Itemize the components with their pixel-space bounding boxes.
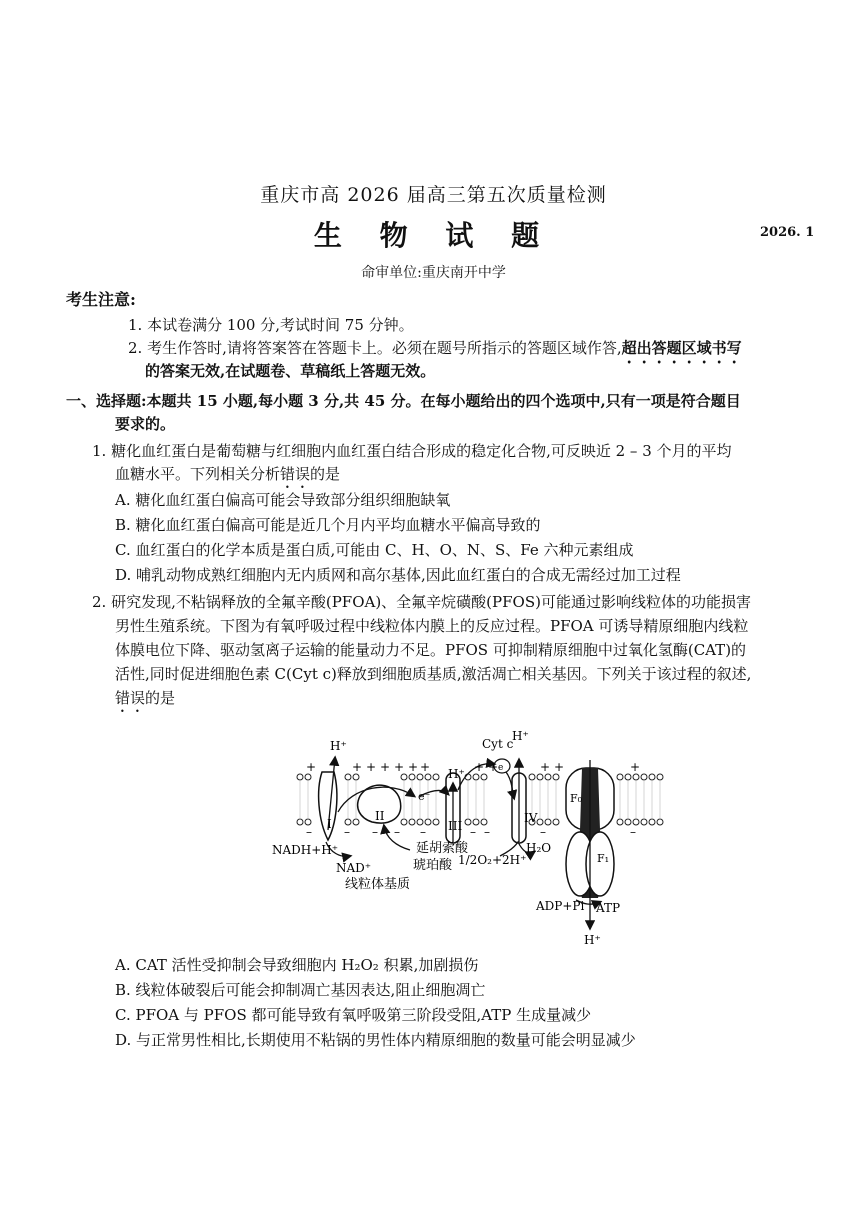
label-f0: F₀	[570, 792, 583, 805]
lipid-head	[345, 774, 351, 780]
label-water: H₂O	[526, 841, 552, 855]
exam-date: 2026. 1	[760, 225, 815, 240]
plus-charge: +	[488, 760, 499, 774]
label-h-1: H⁺	[330, 739, 347, 753]
lipid-head	[305, 774, 311, 780]
lipid-head	[353, 819, 359, 825]
label-oxygen: 1/2O₂+2H⁺	[458, 853, 527, 867]
section-heading-cont: 要求的。	[115, 415, 176, 433]
minus-charge: –	[484, 825, 490, 839]
lipid-head	[297, 774, 303, 780]
lipid-head	[297, 819, 303, 825]
lipid-head	[553, 774, 559, 780]
lipid-head	[625, 774, 631, 780]
lipid-head	[657, 819, 663, 825]
minus-charge: –	[394, 825, 400, 839]
lipid-head	[425, 774, 431, 780]
plus-charge: +	[394, 760, 405, 774]
label-complex-3: III	[448, 819, 463, 833]
lipid-head	[401, 819, 407, 825]
minus-charge: –	[344, 825, 350, 839]
label-complex-2: II	[375, 809, 385, 823]
plus-charge: +	[306, 760, 317, 774]
label-complex-1: I	[327, 817, 332, 831]
q1-option-b: B. 糖化血红蛋白偏高可能是近几个月内平均血糖水平偏高导致的	[115, 516, 541, 534]
q2-stem-3: 体膜电位下降、驱动氢离子运输的能量动力不足。PFOS 可抑制精原细胞中过氧化氢酶(CAT)的	[115, 641, 747, 659]
q2-option-b: B. 线粒体破裂后可能会抑制凋亡基因表达,阻止细胞凋亡	[115, 981, 486, 999]
lipid-head	[641, 819, 647, 825]
label-f1: F₁	[597, 852, 610, 865]
subject-title: 生 物 试 题	[313, 219, 554, 252]
label-nadh: NADH+H⁺	[272, 843, 339, 857]
plus-charge: +	[380, 760, 391, 774]
label-fumarate: 延胡索酸	[416, 841, 469, 856]
label-matrix: 线粒体基质	[345, 877, 411, 892]
label-complex-4: IV	[524, 811, 538, 825]
minus-charge: –	[372, 825, 378, 839]
notice-item-2-cont: 的答案无效,在试题卷、草稿纸上答题无效。	[145, 362, 436, 380]
lipid-head	[649, 774, 655, 780]
lipid-head	[633, 774, 639, 780]
q1-stem-end: 的是	[310, 465, 341, 483]
q2-option-c: C. PFOA 与 PFOS 都可能导致有氧呼吸第三阶段受阻,ATP 生成量减少	[115, 1006, 592, 1024]
label-h-2: H⁺	[448, 767, 465, 781]
label-h-3: H⁺	[512, 729, 529, 743]
plus-charge: +	[540, 760, 551, 774]
section-heading: 一、选择题:本题共 15 小题,每小题 3 分,共 45 分。在每小题给出的四个选项中,只有一项是符合题目	[66, 392, 741, 410]
minus-charge: –	[420, 825, 426, 839]
notice-item-2-emphasis: 超出答题区域书写	[621, 339, 742, 357]
plus-charge: +	[474, 760, 485, 774]
minus-charge: –	[470, 825, 476, 839]
minus-charge: –	[630, 825, 636, 839]
minus-charge: –	[306, 825, 312, 839]
q2-emphasis: 错误	[115, 689, 146, 707]
lipid-head	[409, 774, 415, 780]
label-h-4: H⁺	[584, 933, 601, 947]
lipid-head	[617, 819, 623, 825]
plus-charge: +	[420, 760, 431, 774]
lipid-head	[537, 774, 543, 780]
q1-stem-text: 血糖水平。下列相关分析	[115, 465, 281, 483]
setter-unit: 命审单位:重庆南开中学	[361, 265, 506, 281]
plus-charge: +	[408, 760, 419, 774]
q1-emphasis: 错误	[280, 465, 311, 483]
lipid-head	[401, 774, 407, 780]
label-atp: ATP	[596, 901, 621, 915]
q2-option-d: D. 与正常男性相比,长期使用不粘锅的男性体内精原细胞的数量可能会明显减少	[115, 1031, 636, 1049]
lipid-head	[657, 774, 663, 780]
plus-charge: +	[554, 760, 565, 774]
q2-stem-4: 活性,同时促进细胞色素 C(Cyt c)释放到细胞质基质,激活凋亡相关基因。下列关于该过程的叙述,	[115, 665, 752, 683]
lipid-head	[433, 774, 439, 780]
q2-stem-end: 的是	[145, 689, 176, 707]
lipid-head	[545, 774, 551, 780]
q2-stem: 2. 研究发现,不粘锅释放的全氟辛酸(PFOA)、全氟辛烷磺酸(PFOS)可能通过影响线粒体的功能损害	[92, 593, 751, 611]
exam-title: 重庆市高 2026 届高三第五次质量检测	[260, 184, 607, 206]
lipid-head	[529, 774, 535, 780]
lipid-head	[409, 819, 415, 825]
lipid-head	[353, 774, 359, 780]
label-nad: NAD⁺	[336, 861, 372, 875]
plus-charge: +	[630, 760, 641, 774]
label-cytc: Cyt c	[482, 737, 514, 751]
lipid-head	[553, 819, 559, 825]
q2-stem-2: 男性生殖系统。下图为有氧呼吸过程中线粒体内膜上的反应过程。PFOA 可诱导精原细胞内线粒	[115, 617, 749, 635]
lipid-head	[481, 774, 487, 780]
q2-option-a: A. CAT 活性受抑制会导致细胞内 H₂O₂ 积累,加剧损伤	[115, 956, 479, 974]
lipid-head	[473, 774, 479, 780]
label-e-small: e	[498, 763, 504, 773]
label-adp: ADP+Pi	[536, 899, 585, 913]
q1-stem: 1. 糖化血红蛋白是葡萄糖与红细胞内血红蛋白结合形成的稳定化合物,可反映近 2 – 3 个月的平均	[92, 442, 732, 460]
q1-option-d: D. 哺乳动物成熟红细胞内无内质网和高尔基体,因此血红蛋白的合成无需经过加工过程	[115, 566, 681, 584]
q1-option-c: C. 血红蛋白的化学本质是蛋白质,可能由 C、H、O、N、S、Fe 六种元素组成	[115, 541, 634, 559]
plus-charge: +	[352, 760, 363, 774]
label-e-minus: e⁻	[418, 790, 431, 803]
notice-item-1: 1. 本试卷满分 100 分,考试时间 75 分钟。	[128, 316, 414, 334]
lipid-head	[641, 774, 647, 780]
q1-option-a: A. 糖化血红蛋白偏高可能会导致部分组织细胞缺氧	[115, 491, 451, 509]
notice-heading: 考生注意:	[66, 290, 136, 309]
minus-charge: –	[540, 825, 546, 839]
plus-charge: +	[366, 760, 377, 774]
notice-item-2-text: 2. 考生作答时,请将答案答在答题卡上。必须在题号所指示的答题区域作答,	[128, 339, 622, 357]
lipid-head	[617, 774, 623, 780]
lipid-head	[417, 774, 423, 780]
label-succinate: 琥珀酸	[413, 858, 453, 873]
lipid-head	[433, 819, 439, 825]
lipid-head	[649, 819, 655, 825]
